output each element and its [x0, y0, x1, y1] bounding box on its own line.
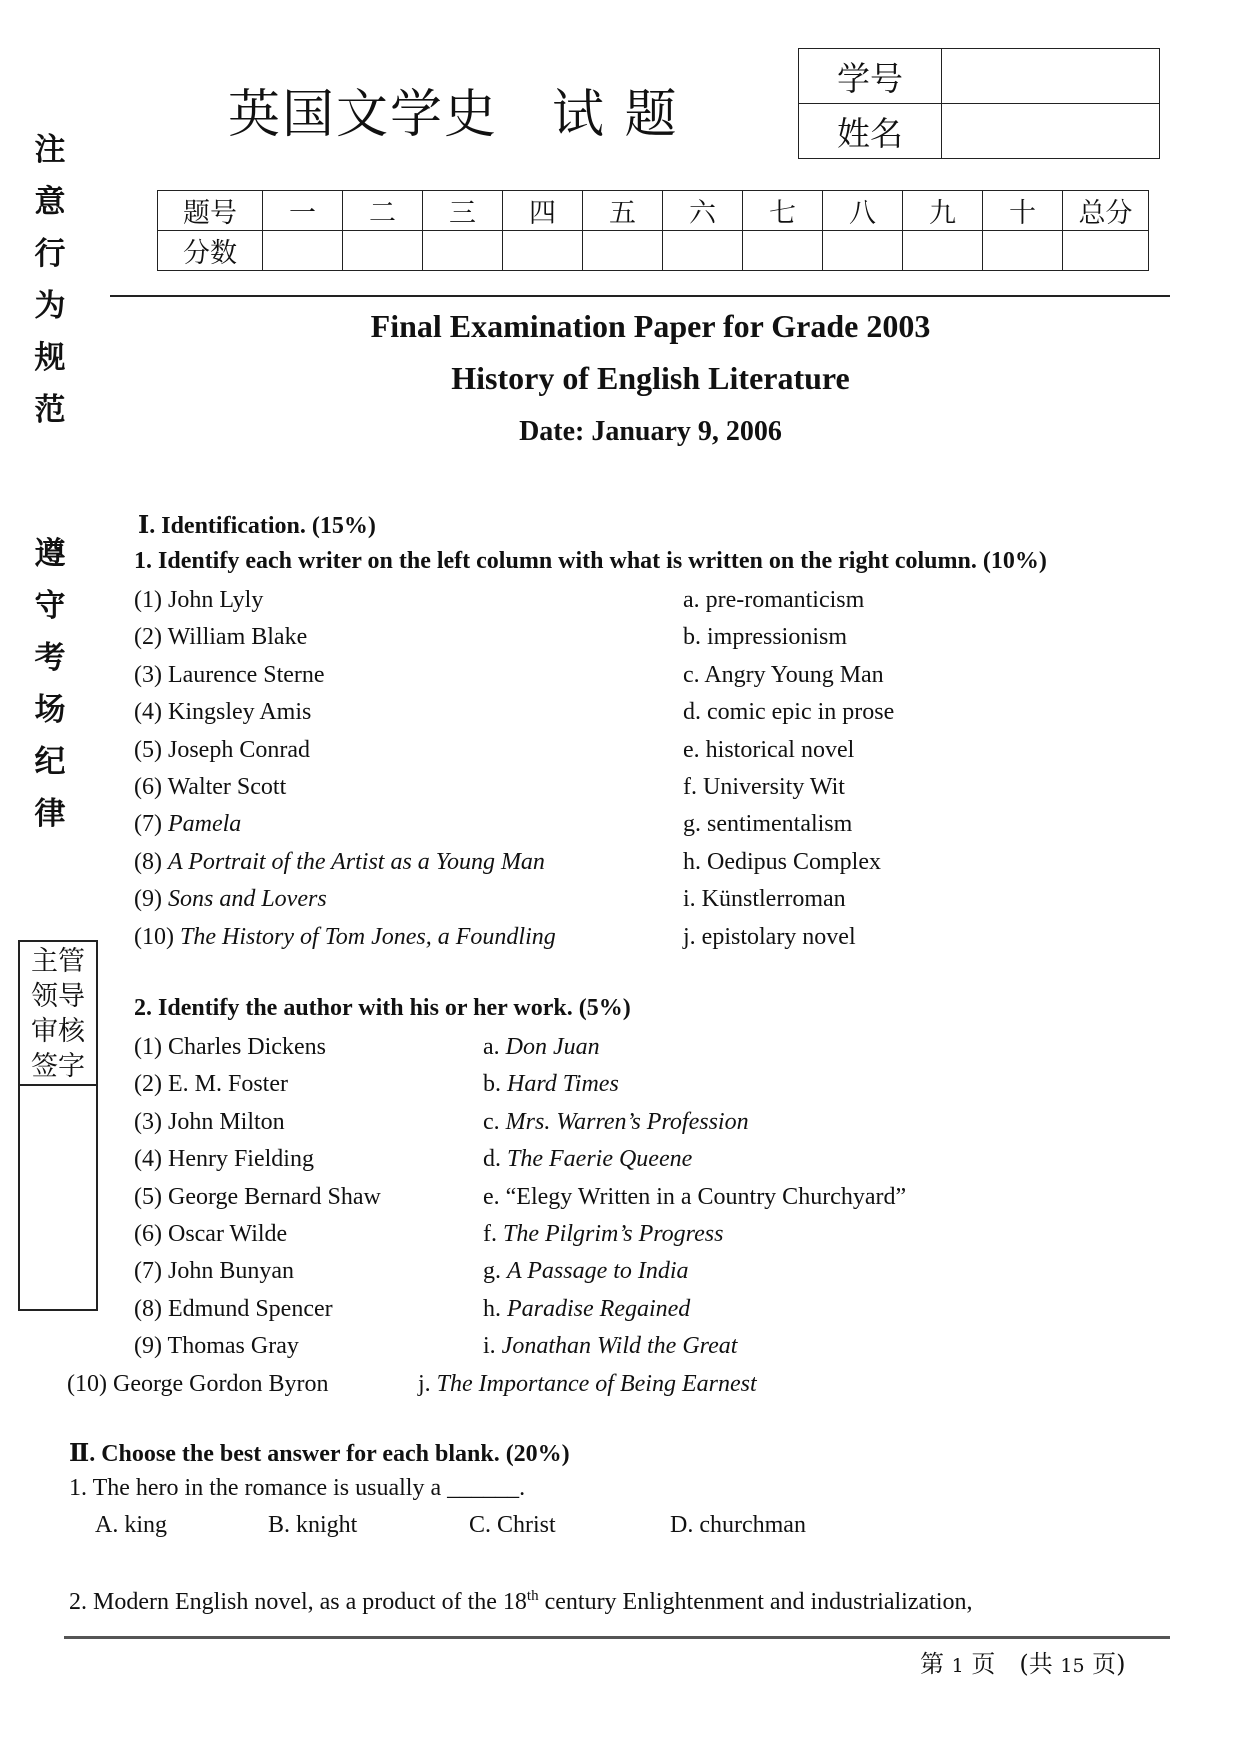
match-left-item [134, 587, 263, 614]
work-item [483, 1034, 600, 1061]
work-item [483, 1146, 692, 1173]
work-title: The Importance of Being Earnest [436, 1370, 757, 1397]
work-title: “Elegy Written in a Country Churchyard” [505, 1183, 907, 1210]
question-2-2-text: 2. Modern English novel, as a product of the 18th century Enlightenment and industrialization, [69, 1588, 973, 1615]
work-title: The Faerie Queene [507, 1146, 693, 1173]
vertical-notice-char: 规 [34, 340, 66, 376]
vertical-notice-char: 守 [34, 588, 66, 624]
signature-box-label: 主管 领导 审核 签字 [20, 942, 96, 1086]
match-right-item: b. impressionism [683, 624, 848, 651]
work-item [483, 1221, 723, 1248]
score-cell-header: 总分 [1063, 191, 1149, 231]
match-right-item: f. University Wit [683, 774, 845, 800]
score-cell-header: 三 [423, 191, 503, 231]
score-cell[interactable] [343, 231, 423, 271]
student-id-field[interactable] [942, 49, 1160, 104]
score-table-score-row [158, 231, 1149, 271]
item-text: Sons and Lovers [167, 886, 327, 913]
author-item: (2) E. M. Foster [134, 1071, 288, 1098]
section-1-title: Ⅰ. Identification. (15%) [138, 513, 376, 539]
item-text: A Portrait of the Artist as a Young Man [167, 848, 545, 875]
work-letter: e. [483, 1183, 506, 1210]
work-letter: c. [483, 1108, 506, 1135]
score-cell-header: 八 [823, 191, 903, 231]
question-2-title: 2. Identify the author with his or her work. (5%) [134, 995, 631, 1021]
student-info-box [798, 48, 1160, 159]
author-item: (9) Thomas Gray [134, 1333, 299, 1360]
author-item: (6) Oscar Wilde [134, 1221, 288, 1247]
vertical-notice-char: 范 [34, 392, 66, 428]
vertical-notice-char: 为 [34, 288, 66, 324]
score-row-label: 分数 [158, 231, 263, 271]
match-right-item: g. sentimentalism [683, 811, 853, 838]
item-number: (10) [134, 923, 180, 950]
work-letter: f. [483, 1221, 503, 1247]
exam-title-english: Final Examination Paper for Grade 2003 [370, 308, 931, 344]
score-cell-header: 五 [583, 191, 663, 231]
match-left-item [134, 849, 545, 876]
work-letter: b. [483, 1071, 507, 1098]
item-number: (2) [134, 624, 168, 651]
item-text: John Lyly [167, 587, 264, 613]
work-item [483, 1333, 737, 1360]
author-item: (1) Charles Dickens [134, 1034, 326, 1060]
score-cell[interactable] [743, 231, 823, 271]
vertical-notice-char: 场 [34, 692, 66, 728]
score-cell[interactable] [1063, 231, 1149, 271]
score-cell[interactable] [663, 231, 743, 271]
match-left-item [134, 774, 286, 801]
score-cell-header: 六 [663, 191, 743, 231]
page-number: 1 [951, 1655, 964, 1677]
score-cell-header: 题号 [158, 191, 263, 231]
score-cell[interactable] [903, 231, 983, 271]
work-item [483, 1071, 619, 1098]
header-divider [110, 295, 1170, 297]
item-text: The History of Tom Jones, a Foundling [179, 923, 556, 950]
page-total: 15 [1060, 1655, 1085, 1677]
match-right-item: c. Angry Young Man [683, 661, 884, 688]
work-letter: i. [483, 1333, 502, 1360]
work-title: The Pilgrim’s Progress [503, 1221, 724, 1247]
item-number: (6) [134, 774, 168, 800]
match-left-item [134, 662, 325, 689]
item-number: (8) [134, 848, 168, 875]
page-footer: 第 1 页 (共 15 页) [920, 1650, 1126, 1678]
match-left-item [134, 924, 556, 951]
work-letter: j. [418, 1370, 437, 1397]
author-item: (5) George Bernard Shaw [134, 1183, 381, 1210]
match-right-item: d. comic epic in prose [683, 699, 895, 726]
item-number: (3) [134, 661, 168, 688]
option-b: B. knight [268, 1512, 358, 1538]
author-item: (10) George Gordon Byron [67, 1370, 329, 1397]
vertical-notice-char: 行 [34, 236, 66, 272]
score-cell[interactable] [823, 231, 903, 271]
work-title: Hard Times [507, 1071, 619, 1098]
section-2-title: Ⅱ. Choose the best answer for each blank. (20%) [69, 1441, 570, 1467]
work-item [418, 1371, 757, 1398]
score-table [157, 190, 1149, 271]
work-title: Paradise Regained [507, 1295, 691, 1322]
exam-date: Date: January 9, 2006 [519, 416, 782, 447]
work-title: Mrs. Warren’s Profession [505, 1108, 749, 1135]
course-title: History of English Literature [451, 360, 850, 396]
item-text: Pamela [167, 811, 242, 838]
work-title: A Passage to India [507, 1258, 689, 1285]
score-cell[interactable] [423, 231, 503, 271]
work-letter: a. [483, 1034, 506, 1060]
vertical-notice-char: 律 [34, 796, 66, 832]
score-cell-header: 七 [743, 191, 823, 231]
item-text: Joseph Conrad [167, 736, 310, 763]
work-letter: g. [483, 1258, 507, 1285]
vertical-notice-char: 考 [34, 640, 66, 676]
item-text: William Blake [167, 624, 308, 651]
author-item: (3) John Milton [134, 1108, 285, 1135]
score-cell-header: 十 [983, 191, 1063, 231]
match-right-item: e. historical novel [683, 736, 855, 763]
work-letter: d. [483, 1146, 507, 1173]
work-title: Jonathan Wild the Great [501, 1333, 738, 1360]
work-item [483, 1258, 689, 1285]
match-left-item [134, 737, 310, 764]
exam-title-chinese: 英国文学史 试 题 [228, 85, 679, 145]
footer-divider [64, 1636, 1170, 1639]
student-name-label: 姓名 [799, 104, 942, 159]
score-cell-header: 九 [903, 191, 983, 231]
vertical-notice-char: 注 [34, 132, 66, 168]
match-right-item: h. Oedipus Complex [683, 848, 881, 875]
score-cell[interactable] [983, 231, 1063, 271]
vertical-notice-bottom [30, 528, 70, 840]
score-cell[interactable] [263, 231, 343, 271]
item-number: (5) [134, 736, 168, 763]
score-cell-header: 一 [263, 191, 343, 231]
match-right-item: j. epistolary novel [683, 923, 856, 950]
item-number: (7) [134, 811, 168, 838]
item-number: (9) [134, 886, 168, 913]
supervisor-signature-box [18, 940, 98, 1311]
work-item [483, 1296, 690, 1323]
score-cell[interactable] [583, 231, 663, 271]
option-c: C. Christ [469, 1512, 556, 1538]
item-text: Walter Scott [167, 774, 287, 800]
author-item: (4) Henry Fielding [134, 1146, 314, 1173]
work-item [483, 1109, 749, 1136]
option-a: A. king [95, 1512, 167, 1538]
question-1-title: 1. Identify each writer on the left column with what is written on the right column. (10%) [134, 548, 1047, 574]
student-id-label: 学号 [799, 49, 942, 104]
item-number: (1) [134, 587, 168, 613]
work-letter: h. [483, 1295, 507, 1322]
vertical-notice-char: 意 [34, 184, 66, 220]
option-d: D. churchman [670, 1512, 806, 1538]
work-item [483, 1184, 906, 1211]
author-item: (7) John Bunyan [134, 1258, 294, 1285]
vertical-notice-char: 遵 [34, 536, 66, 572]
match-left-item [134, 886, 327, 913]
match-right-item: i. Künstlerroman [683, 886, 846, 913]
student-name-field[interactable] [942, 104, 1160, 159]
match-right-item: a. pre-romanticism [683, 587, 865, 613]
match-left-item [134, 811, 241, 838]
score-table-header-row [158, 191, 1149, 231]
work-title: Don Juan [505, 1034, 600, 1060]
vertical-notice-char: 纪 [34, 744, 66, 780]
score-cell-header: 二 [343, 191, 423, 231]
item-text: Kingsley Amis [167, 699, 312, 726]
score-cell-header: 四 [503, 191, 583, 231]
match-left-item [134, 699, 311, 726]
match-left-item [134, 624, 307, 651]
question-2-1-text: 1. The hero in the romance is usually a ______. [69, 1475, 526, 1501]
item-number: (4) [134, 699, 168, 726]
score-cell[interactable] [503, 231, 583, 271]
item-text: Laurence Sterne [167, 661, 325, 688]
author-item: (8) Edmund Spencer [134, 1295, 333, 1322]
